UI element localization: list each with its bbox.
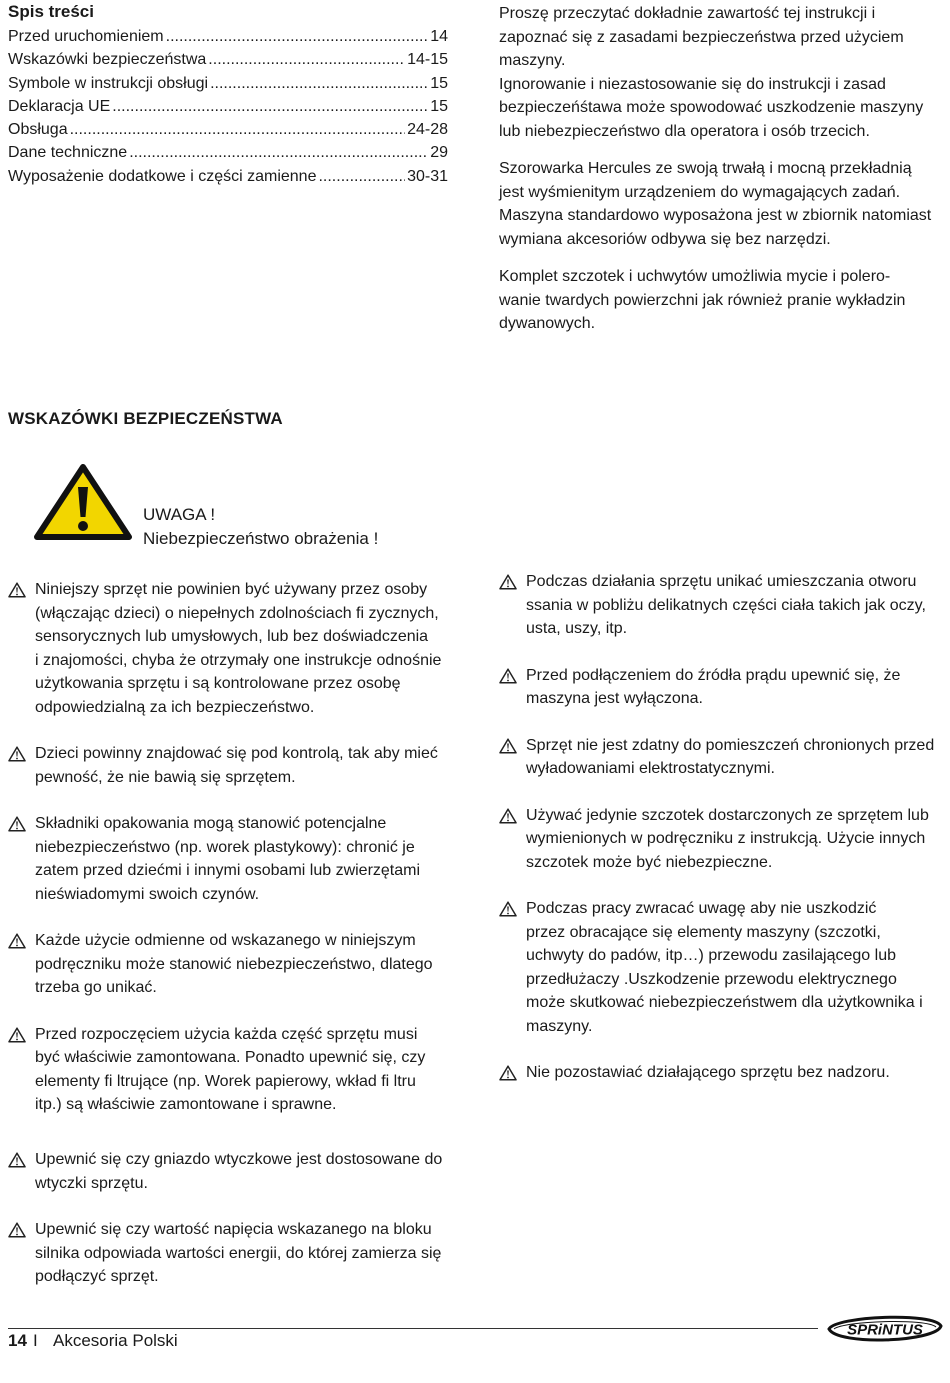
toc-entry	[8, 95, 448, 118]
toc-entry-label: Przed uruchomieniem	[8, 28, 164, 45]
text-line: być właściwie zamontowana. Ponadto upewnić się, czy	[35, 1049, 426, 1066]
text-line: Komplet szczotek i uchwytów umożliwia mycie i polero-	[499, 268, 891, 285]
text-line: wtyczki sprzętu.	[35, 1174, 148, 1192]
text-line: Upewnić się czy gniazdo wtyczkowe jest dostosowane do	[35, 1151, 443, 1168]
toc-entry-label: Wskazówki bezpieczeństwa	[8, 51, 207, 69]
text-line: usta, uszy, itp.	[526, 620, 628, 637]
text-line: Dzieci powinny znajdować się pod kontrolą, tak aby mieć	[35, 745, 438, 762]
toc-leader-dots	[129, 141, 428, 164]
safety-item	[8, 578, 478, 719]
sprintus-logo	[826, 1314, 944, 1349]
warning-subheading: Niebezpieczeństwo obrażenia !	[143, 529, 379, 548]
warning-triangle-icon	[499, 734, 526, 781]
intro-paragraph-1	[499, 2, 939, 143]
text-line: Niniejszy sprzęt nie powinien być używany przez osoby	[35, 581, 428, 598]
toc-entry-page: 24-28	[407, 121, 448, 139]
text-line: sensorycznych lub umysłowych, lub bez doświadczenia	[35, 628, 429, 645]
warning-triangle-icon	[8, 1218, 35, 1289]
toc-leader-dots	[210, 72, 428, 95]
warning-triangle-icon	[8, 929, 35, 1000]
safety-item	[8, 1023, 478, 1117]
safety-list-left	[8, 578, 478, 1140]
text-line: elementy fi ltrujące (np. Worek papierowy, wkład fi ltru	[35, 1072, 416, 1090]
text-line: wanie twardych powierzchni jak również pranie wykładzin	[499, 291, 906, 309]
text-line: szczotek może być niebezpieczne.	[526, 853, 773, 871]
toc-entry-page: 15	[430, 74, 448, 92]
text-line: itp.) są właściwie zamontowane i sprawne.	[35, 1096, 337, 1113]
toc-entry	[8, 72, 448, 95]
toc-entry-label: Obsługa	[8, 121, 68, 139]
safety-item-text	[526, 570, 944, 641]
warning-triangle-icon	[8, 1023, 35, 1117]
intro-paragraph-2	[499, 157, 939, 251]
text-line: lub niebezpieczeństwo dla operatora i osób trzecich.	[499, 122, 870, 140]
text-line: Nie pozostawiać działającego sprzętu bez nadzoru.	[526, 1064, 890, 1081]
text-line: użytkowania sprzętu i są kontrolowane przez osobę	[35, 675, 401, 692]
text-line: Ignorowanie i niezastosowanie się do instrukcji i zasad	[499, 75, 886, 93]
text-line: maszyny.	[526, 1017, 593, 1035]
toc-entry-page: 14-15	[407, 51, 448, 69]
text-line: Używać jedynie szczotek dostarczonych ze sprzętem lub	[526, 806, 929, 824]
intro-text	[499, 2, 939, 350]
footer-text: Akcesoria Polski	[53, 1331, 178, 1350]
text-line: zapoznać się z zasadami bezpieczeństwa przed użyciem	[499, 28, 904, 46]
safety-item-text	[35, 1148, 478, 1195]
warning-heading: UWAGA !	[143, 505, 216, 524]
text-line: Składniki opakowania mogą stanowić potencjalne	[35, 815, 387, 832]
safety-list-bottom	[8, 1148, 478, 1312]
safety-item	[8, 1148, 478, 1195]
text-line: podłączyć sprzęt.	[35, 1268, 159, 1285]
text-line: pewność, że nie bawią się sprzętem.	[35, 768, 296, 786]
text-line: silnika odpowiada wartości energii, do której zamierza się	[35, 1244, 442, 1262]
warning-label	[143, 503, 378, 551]
text-line: może skutkować niebezpieczeństwem dla użytkownika i	[526, 994, 923, 1011]
safety-item	[8, 812, 478, 906]
toc-entry-label: Dane techniczne	[8, 144, 128, 162]
safety-item-text	[35, 1023, 478, 1117]
text-line: Szorowarka Hercules ze swoją trwałą i mocną przekładnią	[499, 160, 912, 177]
text-line: wymiana akcesoriów odbywa się bez narzędzi.	[499, 230, 831, 248]
text-line: i znajomości, chyba że otrzymały one instrukcje odnośnie	[35, 651, 442, 669]
safety-item	[8, 742, 478, 789]
warning-triangle-icon	[8, 742, 35, 789]
warning-triangle-large-icon	[33, 463, 133, 546]
toc-entry	[8, 25, 448, 48]
toc-entry	[8, 48, 448, 71]
warning-triangle-icon	[499, 1061, 526, 1089]
text-line: trzeba go unikać.	[35, 979, 157, 996]
safety-item	[499, 897, 944, 1038]
warning-triangle-icon	[499, 804, 526, 875]
text-line: ssania w pobliżu delikatnych części ciała takich jak oczy,	[526, 596, 926, 614]
toc-list	[8, 25, 448, 188]
warning-triangle-icon	[8, 812, 35, 906]
text-line: Maszyna standardowo wyposażona jest w zbiornik natomiast	[499, 207, 932, 224]
safety-item-text	[526, 734, 944, 781]
text-line: niebezpieczeństwo (np. worek plastykowy): chronić je	[35, 838, 415, 856]
toc-entry	[8, 118, 448, 141]
text-line: wyładowaniami elektrostatycznymi.	[526, 760, 775, 777]
text-line: wymienionych w podręczniku z instrukcją. Użycie innych	[526, 830, 926, 847]
footer-separator: I	[33, 1331, 38, 1350]
safety-item	[499, 1061, 944, 1089]
toc-entry-page: 15	[430, 97, 448, 115]
safety-item-text	[35, 578, 478, 719]
safety-item-text	[35, 812, 478, 906]
toc-entry-label: Deklaracja UE	[8, 97, 111, 115]
toc-title: Spis treści	[8, 2, 94, 21]
section-title: WSKAZÓWKI BEZPIECZEŃSTWA	[8, 409, 283, 428]
text-line: uchwyty do padów, itp…) przewodu zasilającego lub	[526, 947, 896, 964]
toc-leader-dots	[70, 118, 405, 141]
text-line: Podczas działania sprzętu unikać umieszczania otworu	[526, 573, 917, 590]
text-line: Każde użycie odmienne od wskazanego w niniejszym	[35, 932, 416, 949]
safety-item-text	[526, 804, 944, 875]
text-line: maszyny.	[499, 52, 566, 69]
safety-item	[499, 664, 944, 711]
text-line: Sprzęt nie jest zdatny do pomieszczeń chronionych przed	[526, 736, 935, 754]
safety-list-right	[499, 570, 944, 1112]
safety-item-text	[35, 1218, 478, 1289]
warning-triangle-icon	[8, 578, 35, 719]
safety-item	[499, 734, 944, 781]
warning-triangle-icon	[499, 897, 526, 1038]
text-line: dywanowych.	[499, 315, 596, 332]
logo-text: SPRiNTUS	[847, 1321, 923, 1339]
text-line: maszyna jest wyłączona.	[526, 690, 703, 707]
toc-entry-page: 29	[430, 144, 448, 162]
safety-item	[499, 570, 944, 641]
toc-leader-dots	[318, 165, 405, 188]
footer-divider	[8, 1328, 818, 1329]
text-line: przedłużaczy .Uszkodzenie przewodu elektrycznego	[526, 970, 897, 988]
toc-entry-label: Wyposażenie dodatkowe i części zamienne	[8, 167, 317, 185]
text-line: nieświadomymi swoich czynów.	[35, 885, 260, 903]
text-line: zatem przed dziećmi i innymi osobami lub zwierzętami	[35, 862, 421, 879]
toc-leader-dots	[208, 48, 405, 71]
safety-item	[8, 1218, 478, 1289]
text-line: Przed rozpoczęciem użycia każda część sprzętu musi	[35, 1025, 418, 1043]
text-line: Przed podłączeniem do źródła prądu upewnić się, że	[526, 666, 901, 684]
safety-item	[8, 929, 478, 1000]
warning-triangle-icon	[499, 570, 526, 641]
text-line: bezpieczeńśtawa może spowodować uszkodzenie maszyny	[499, 99, 924, 116]
text-line: przez obracające się elementy maszyny (szczotki,	[526, 923, 881, 941]
page-number: 14	[8, 1331, 27, 1350]
safety-item-text	[526, 664, 944, 711]
text-line: odpowiedzialną za ich bezpieczeństwo.	[35, 698, 315, 716]
safety-item	[499, 804, 944, 875]
toc-leader-dots	[166, 25, 429, 48]
warning-triangle-icon	[8, 1148, 35, 1195]
toc-entry-page: 30-31	[407, 167, 448, 185]
text-line: Proszę przeczytać dokładnie zawartość tej instrukcji i	[499, 5, 876, 22]
toc-entry-label: Symbole w instrukcji obsługi	[8, 74, 209, 92]
text-line: (włączając dzieci) o niepełnych zdolnościach fi zycznych,	[35, 604, 439, 622]
text-line: Upewnić się czy wartość napięcia wskazanego na bloku	[35, 1221, 432, 1238]
text-line: podręczniku może stanowić niebezpieczeństwo, dlatego	[35, 955, 433, 973]
safety-item-text	[35, 742, 478, 789]
toc-entry	[8, 165, 448, 188]
toc-leader-dots	[112, 95, 428, 118]
intro-paragraph-3	[499, 265, 939, 336]
safety-item-text	[526, 897, 944, 1038]
toc-entry	[8, 141, 448, 164]
toc-entry-page: 14	[430, 28, 448, 45]
safety-item-text	[526, 1061, 944, 1089]
safety-item-text	[35, 929, 478, 1000]
warning-triangle-icon	[499, 664, 526, 711]
text-line: Podczas pracy zwracać uwagę aby nie uszkodzić	[526, 900, 877, 917]
text-line: jest wyśmienitym urządzeniem do wymagających zadań.	[499, 183, 901, 201]
